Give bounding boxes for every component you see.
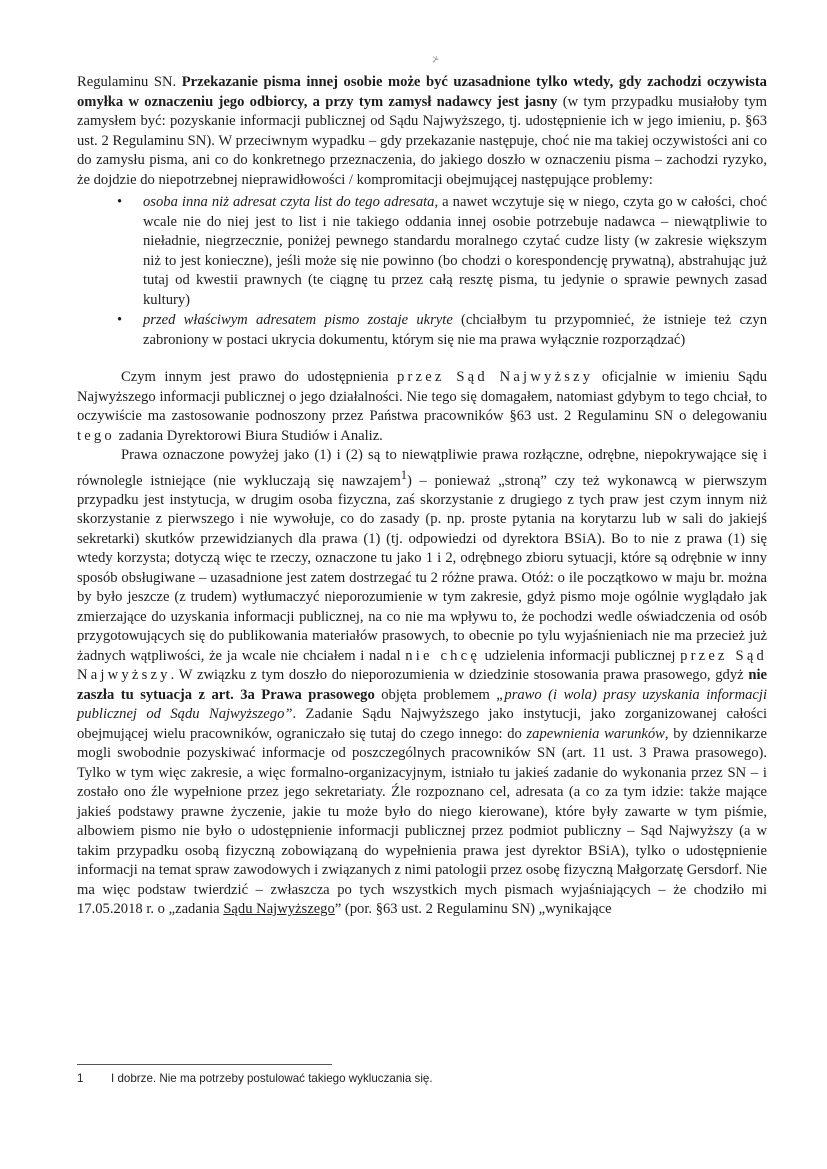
- bullet-icon: •: [117, 194, 123, 210]
- footnote-number: 1: [77, 1072, 84, 1085]
- list-item-lead: przed właściwym adresatem pismo zostaje ukryte: [143, 312, 453, 328]
- list-item: • osoba inna niż adresat czyta list do tego adresata, a nawet wczytuje się w niego, czyta go w całości, choć wcale nie do niej jest to list i nie takiego oddania innej osobie potrzebuje nadawca – niewątpliwie to nieładnie, niegrzecznie, poniżej pewnego standardu moralnego czytać cudze listy (w zakresie większym niż to jest konieczne), jeśli może się nie powinno (bo chodzi o korespondencję prywatną), abstrahując już tutaj od kwestii prawnych (te ciągnę tu przez całą resztę pisma, tu jedynie o sprawie pewnych zasad kultury): [117, 194, 768, 308]
- bold-emphasis: nie zaszła tu sytuacja z art. 3a Prawa prasowego: [77, 667, 767, 703]
- spaced-emphasis: przez Sąd Najwyższy: [397, 369, 594, 385]
- list-item-lead: osoba inna niż adresat czyta list do tego adresata: [143, 194, 435, 210]
- document-body: [77, 73, 767, 920]
- margin-mark: ⊁: [432, 54, 440, 64]
- paragraph-2: Czym innym jest prawo do udostępnienia przez Sąd Najwyższy oficjalnie w imieniu Sądu Najwyższego informacji publicznej o jego działalności. Nie tego się domagałem, natomiast gdybym to tego chciał, to oczywiście ma zastosowanie podnoszony przez Państwa pracowników §63 ust. 2 Regulaminu SN o delegowaniu tego zadania Dyrektorowi Biura Studiów i Analiz.: [77, 369, 768, 444]
- footnote: [77, 1071, 767, 1086]
- problem-list: [77, 193, 767, 350]
- bullet-icon: •: [117, 312, 123, 328]
- underlined-text: Sądu Najwyższego: [223, 901, 335, 918]
- spaced-emphasis: nie chcę: [405, 647, 480, 664]
- footnote-divider: [77, 1064, 332, 1065]
- bold-emphasis: Przekazanie pisma innej osobie może być uzasadnione tylko wtedy, gdy zachodzi oczywista omyłka w oznaczeniu jego odbiorcy, a przy tym zamysł nadawcy jest jasny: [77, 74, 767, 110]
- footnote-ref: 1: [400, 467, 407, 482]
- paragraph-3: Prawa oznaczone powyżej jako (1) i (2) są to niewątpliwie prawa rozłączne, odrębne, niepokrywające się i równolegle istniejące (nie wykluczają się nawzajem$^1$) – ponieważ „stroną” czy też wykonawcą w pierwszym przypadku jest instytucja, w drugim osoba fizyczna, zaś skorzystanie z drugiego z tych praw jest czym innym niż skorzystanie z pierwszego i nie wywołuje, co do zasady (p. np. proste pytania na korytarzu lub w sali do jakiejś sekretarki) skutków przewidzianych dla prawa (1) (tj. odpowiedzi od dyrektora BSiA). Bo to nie z prawa (1) się wtedy korzysta; dotyczą więc te rzeczy, oznaczone tu jako 1 i 2, odrębnego zbioru sytuacji, które są odrębnie w inny sposób obsługiwane – uzasadnione jest zatem dostrzegać tu 2 różne prawa. Otóż: o ile początkowo w maju br. można by było jeszcze (z trudem) wytłumaczyć nieporozumienie w tym zakresie, gdyż pismo moje ogólnie wyglądało jak zmierzające do uzyskania informacji publicznej, na co nie ma wpływu to, że pochodzi wedle oświadczenia od osób przygotowujących się do publikowania materiałów prasowych, to obecnie po tylu wyjaśnieniach nie ma przecież już żadnych wątpliwości, że ja wcale nie chciałem i nadal nie chcę udzielenia informacji publicznej przez Sąd Najwyższy. W związku z tym doszło do nieporozumienia w dziedzinie stosowania prawa prasowego, gdyż nie zaszła tu sytuacja z art. 3a Prawa prasowego objęta problemem „prawo (i wola) prasy uzyskania informacji publicznej od Sądu Najwyższego”. Zadanie Sądu Najwyższego jako instytucji, jako zorganizowanej całości obejmującej wielu pracowników, ograniczało się tutaj do czego innego: do zapewnienia warunków, by dziennikarze mogli swobodnie pozyskiwać informacje od poszczególnych pracowników SN (art. 11 ust. 3 Prawa prasowego). Tylko w tym więc zakresie, a więc formalno-organizacyjnym, istniało tu jakieś zadanie do wykonania przez SN – i zostało ono źle wypełnione przez jego sekretariaty. Źle rozpoznano cel, adresata (a co za tym idzie: także mające jakieś podstawy prawne życzenie, jakie tu może było do niego kierowane), które były zawarte w tym piśmie, albowiem pismo nie było o udostępnienie informacji publicznej przez podmiot publiczny – Sąd Najwyższy (a w takim przypadku osobą fizyczną zobowiązaną do wypełnienia prawa jest dyrektor BSiA), tylko o udostępnienie informacji na temat spraw zawodowych i związanych z nimi patologii przez osobę fizyczną Małgorzatę Gersdorf. Nie ma więc podstaw twierdzić – zwłaszcza po tych wszystkich mych pismach wyjaśniających – że chodziło mi 17.05.2018 r. o „zadania Sądu Najwyższego” (por. §63 ust. 2 Regulaminu SN) „wynikające: [77, 447, 768, 918]
- spaced-emphasis: przez Sąd Najwyższy: [77, 647, 768, 684]
- footnote-text: I dobrze. Nie ma potrzeby postulować takiego wykluczania się.: [111, 1072, 433, 1085]
- italic-quote: „prawo (i wola) prasy uzyskania informacji publicznej od Sądu Najwyższego”: [77, 686, 767, 723]
- italic-emphasis: zapewnienia warunków: [526, 725, 665, 742]
- paragraph-1: Regulaminu SN. Przekazanie pisma innej osobie może być uzasadnione tylko wtedy, gdy zachodzi oczywista omyłka w oznaczeniu jego odbiorcy, a przy tym zamysł nadawcy jest jasny (w tym przypadku musiałoby tym zamysłem być: pozyskanie informacji publicznej od Sądu Najwyższego, tj. udostępnienie ich w jego imieniu, p. §63 ust. 2 Regulaminu SN). W przeciwnym wypadku – gdy przekazanie następuje, choć nie ma takiej oczywistości ani co do zamysłu pisma, ani co do konkretnego przeznaczenia, do jakiego doszło w oznaczeniu pisma – zachodzi ryzyko, że dojdzie do niepotrzebnej nieprawidłowości / kompromitacji obejmującej następujące problemy:: [77, 74, 767, 188]
- list-item: • przed właściwym adresatem pismo zostaje ukryte (chciałbym tu przypomnieć, że istnieje też czyn zabroniony w postaci ukrycia dokumentu, którym się nie ma prawa wyłącznie rozporządzać): [117, 312, 767, 348]
- spaced-emphasis: tego: [77, 427, 115, 444]
